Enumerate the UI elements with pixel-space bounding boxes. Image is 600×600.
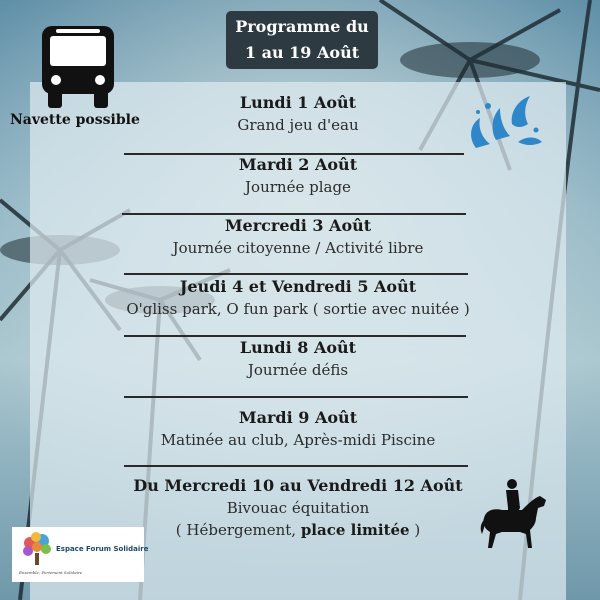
event-date: Jeudi 4 et Vendredi 5 Août [179, 277, 417, 296]
event-date: Mardi 9 Août [238, 408, 358, 427]
event-activity: Journée plage [245, 178, 351, 196]
logo-tagline: Ensemble, Fortement Solidaire [19, 570, 83, 575]
event-activity: O'gliss park, O fun park ( sortie avec nuitée ) [126, 300, 470, 318]
event-activity: Journée citoyenne / Activité libre [172, 239, 424, 257]
event-date: Du Mercredi 10 au Vendredi 12 Août [133, 476, 463, 495]
event-date: Lundi 1 Août [239, 93, 357, 112]
program-title [226, 11, 378, 69]
detail-suffix: ) [409, 521, 421, 539]
event-date: Mardi 2 Août [238, 155, 358, 174]
event-activity: Journée défis [247, 361, 349, 379]
event-3 [30, 215, 566, 259]
event-5 [30, 337, 566, 381]
divider [124, 396, 468, 398]
title-line-1: Programme du [235, 17, 369, 36]
event-date: Mercredi 3 Août [224, 216, 372, 235]
divider [124, 465, 468, 467]
event-activity: Matinée au club, Après-midi Piscine [160, 431, 436, 449]
shuttle-label: Navette possible [10, 112, 140, 128]
event-6 [30, 407, 566, 451]
divider [124, 273, 468, 275]
event-4 [30, 276, 566, 320]
event-date: Lundi 8 Août [239, 338, 357, 357]
event-activity: Grand jeu d'eau [237, 116, 359, 134]
event-2 [30, 154, 566, 198]
detail-prefix: ( Hébergement, [175, 521, 301, 539]
event-1 [30, 92, 566, 136]
event-activity: Bivouac équitation [226, 499, 370, 517]
horse-rider-icon [478, 478, 548, 552]
association-logo [12, 527, 149, 582]
logo-name: Espace Forum Solidaire [56, 545, 149, 553]
title-line-2: 1 au 19 Août [244, 43, 360, 62]
tree-logo-icon [20, 531, 54, 567]
detail-bold: place limitée [300, 521, 410, 539]
